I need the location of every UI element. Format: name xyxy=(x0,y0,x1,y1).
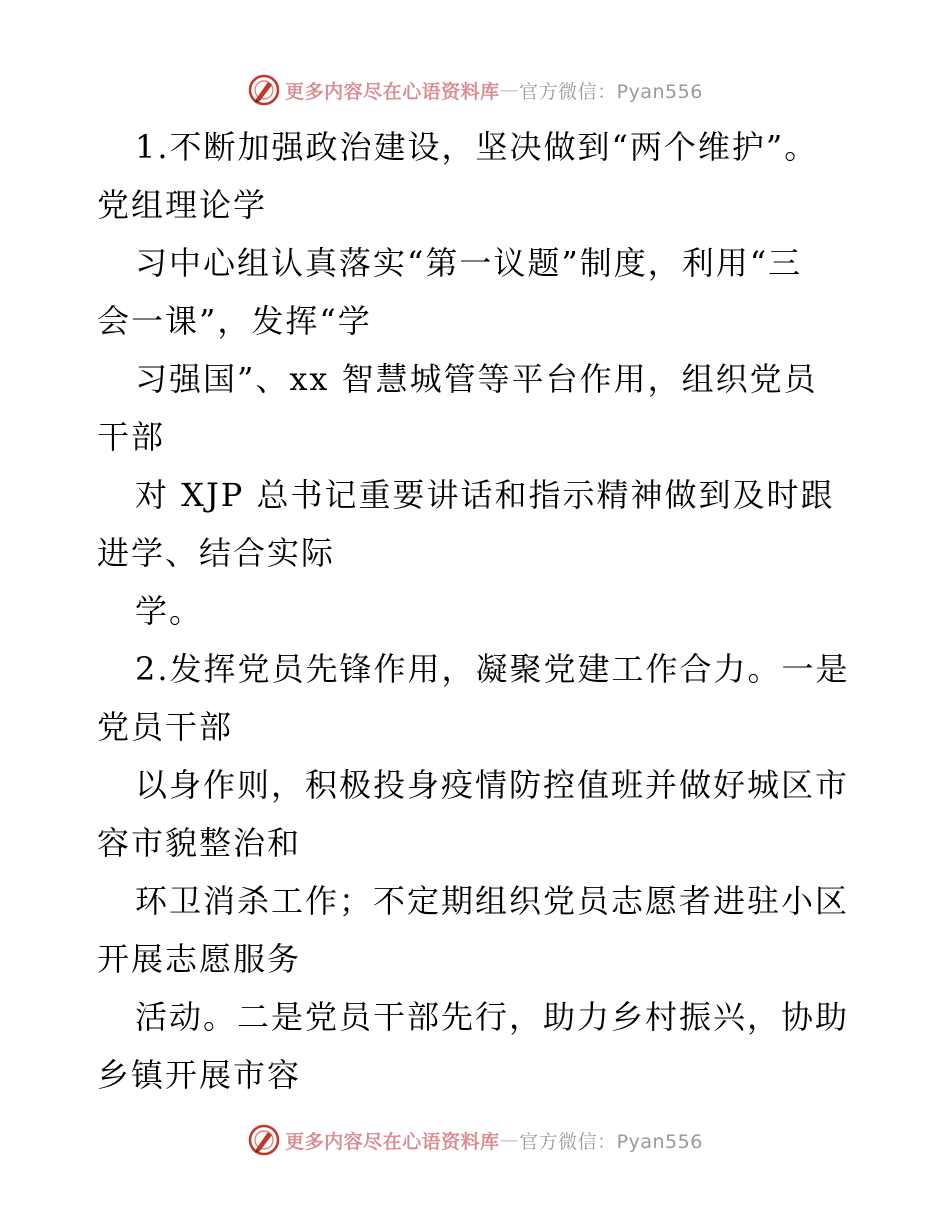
document-line: 活动。二是党员干部先行，助力乡村振兴，协助 xyxy=(135,998,850,1036)
watermark-main-text: 更多内容尽在心语资料库 xyxy=(285,80,500,103)
document-line: 开展志愿服务 xyxy=(97,940,302,978)
document-line: 1.不断加强政治建设，坚决做到“两个维护”。 xyxy=(135,128,819,166)
document-line: 2.发挥党员先锋作用，凝聚党建工作合力。一是 xyxy=(135,650,850,688)
document-line: 环卫消杀工作；不定期组织党员志愿者进驻小区 xyxy=(135,882,850,920)
document-line: 进学、结合实际 xyxy=(97,534,336,572)
document-line: 党组理论学 xyxy=(97,186,268,224)
footer-watermark xyxy=(0,1120,950,1160)
document-line: 乡镇开展市容 xyxy=(97,1056,302,1094)
document-line: 干部 xyxy=(97,418,166,456)
document-line: 对 XJP 总书记重要讲话和指示精神做到及时跟 xyxy=(135,476,835,514)
document-line: 会一课”，发挥“学 xyxy=(97,302,372,340)
watermark-contact-text: 官方微信：Pyan556 xyxy=(519,1130,703,1153)
document-line: 习中心组认真落实“第一议题”制度，利用“三 xyxy=(135,244,803,282)
document-body xyxy=(97,118,857,1104)
watermark-dash: — xyxy=(499,1129,520,1151)
pen-circle-logo-icon xyxy=(247,73,281,107)
header-watermark xyxy=(0,70,950,110)
document-line: 学。 xyxy=(135,592,204,630)
watermark-main-text: 更多内容尽在心语资料库 xyxy=(285,1130,500,1153)
watermark-dash: — xyxy=(499,79,520,101)
document-line: 以身作则，积极投身疫情防控值班并做好城区市 xyxy=(135,766,850,804)
watermark-contact-text: 官方微信：Pyan556 xyxy=(519,80,703,103)
document-line: 党员干部 xyxy=(97,708,234,746)
document-line: 习强国”、xx 智慧城管等平台作用，组织党员 xyxy=(135,360,818,398)
document-line: 容市貌整治和 xyxy=(97,824,302,862)
pen-circle-logo-icon xyxy=(247,1123,281,1157)
